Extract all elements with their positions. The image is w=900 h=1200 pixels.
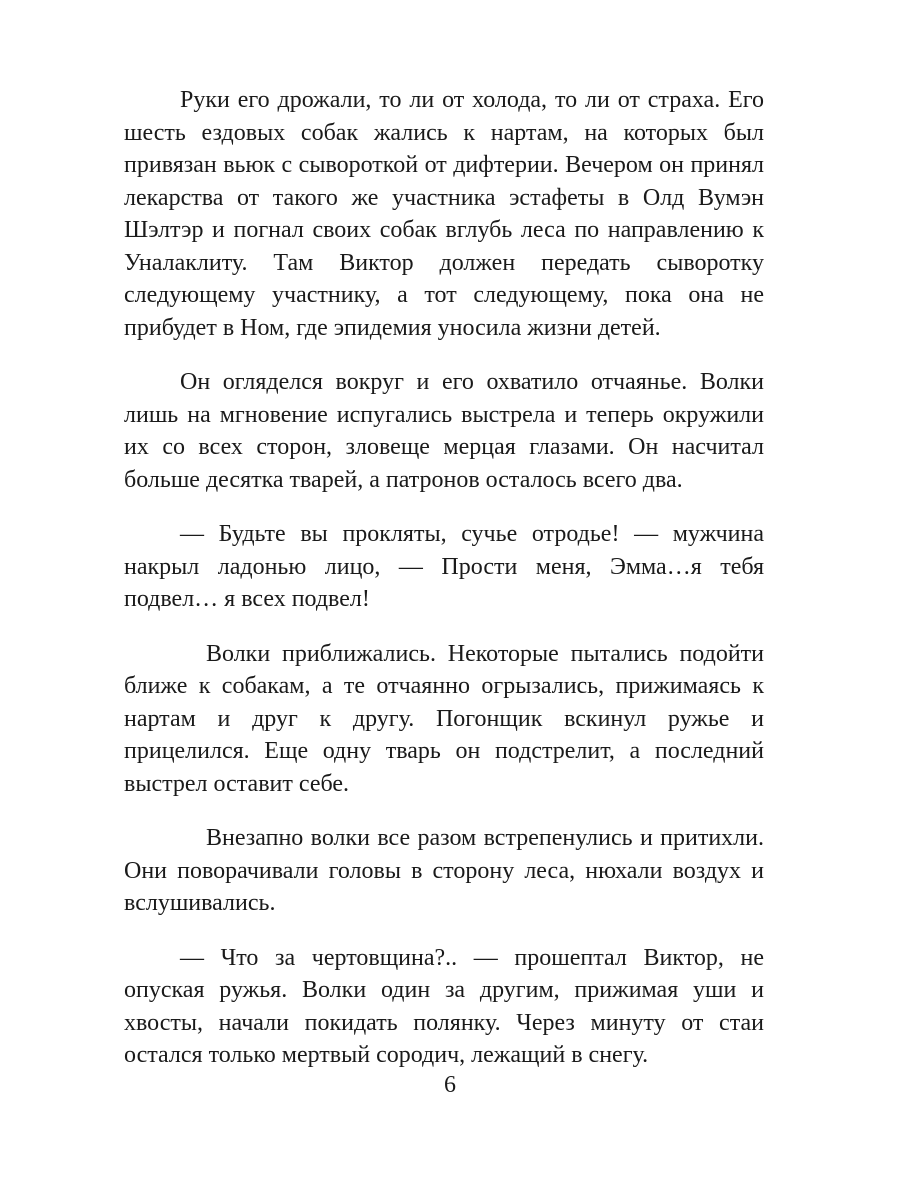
paragraph-1: Руки его дрожали, то ли от холода, то ли от страха. Его шесть ездовых собак жались к нартам, на которых был привязан вьюк с сывороткой от дифтерии. Вечером он принял лекарства от такого же участника эстафеты в Олд Вумэн Шэлтэр и погнал своих собак вглубь леса по направлению к Уналаклиту. Там Виктор должен передать сыворотку следующему участнику, а тот следующему, пока она не прибудет в Ном, где эпидемия уносила жизни детей. — [124, 87, 764, 341]
paragraph-5: Внезапно волки все разом встрепенулись и притихли. Они поворачивали головы в сторону леса, нюхали воздух и вслушивались. — [124, 825, 764, 916]
paragraph-3: — Будьте вы прокляты, сучье отродье! — мужчина накрыл ладонью лицо, — Прости меня, Эмма…я тебя подвел… я всех подвел! — [124, 521, 764, 612]
paragraph-4: Волки приближались. Некоторые пытались подойти ближе к собакам, а те отчаянно огрызались, прижимаясь к нартам и друг к другу. Погонщик вскинул ружье и прицелился. Еще одну тварь он подстрелит, а последний выстрел оставит себе. — [124, 640, 764, 797]
paragraph-2: Он огляделся вокруг и его охватило отчаянье. Волки лишь на мгновение испугались выстрела и теперь окружили их со всех сторон, зловеще мерцая глазами. Он насчитал больше десятка тварей, а патронов осталось всего два. — [124, 369, 764, 493]
page-number: 6 — [444, 1072, 456, 1098]
page-body — [124, 84, 764, 1094]
paragraph-6: — Что за чертовщина?.. — прошептал Виктор, не опуская ружья. Волки один за другим, прижимая уши и хвосты, начали покидать полянку. Через минуту от стаи остался только мертвый сородич, лежащий в снегу. — [124, 944, 764, 1068]
